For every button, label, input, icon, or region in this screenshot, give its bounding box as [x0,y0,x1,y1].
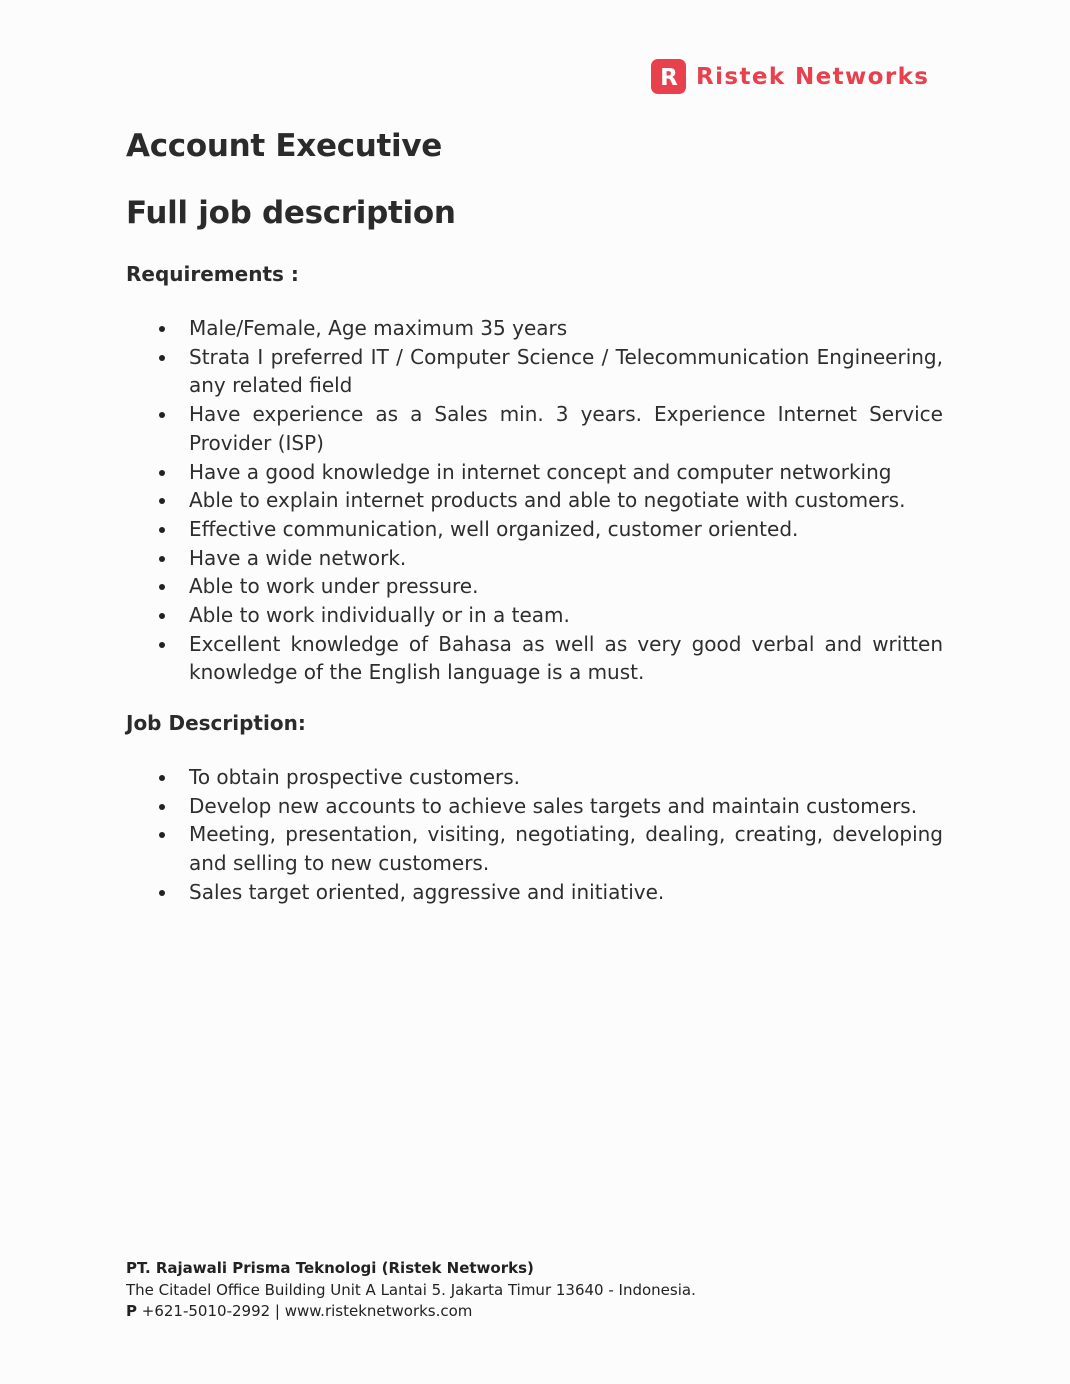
list-item: Excellent knowledge of Bahasa as well as very good verbal and written knowledge of the English language is a must. [158,630,943,687]
footer-address: The Citadel Office Building Unit A Lantai 5. Jakarta Timur 13640 - Indonesia. [126,1280,696,1299]
footer-company: PT. Rajawali Prisma Teknologi (Ristek Networks) [126,1259,534,1277]
bullet-icon [159,804,165,810]
list-item: Develop new accounts to achieve sales targets and maintain customers. [158,792,943,821]
list-item: Effective communication, well organized, customer oriented. [158,515,943,544]
bullet-icon [159,470,165,476]
brand-logo [651,59,929,94]
brand-name: Ristek Networks [696,63,930,90]
list-item: Able to explain internet products and able to negotiate with customers. [158,486,943,515]
bullet-icon [159,355,165,361]
bullet-icon [159,642,165,648]
requirements-list [158,314,943,687]
list-item: Have experience as a Sales min. 3 years. Experience Internet Service Provider (ISP) [158,400,943,457]
bullet-icon [159,326,165,332]
bullet-icon [159,556,165,562]
list-item: Have a wide network. [158,544,943,573]
list-item: Sales target oriented, aggressive and initiative. [158,878,943,907]
list-item: Strata I preferred IT / Computer Science / Telecommunication Engineering, any related field [158,343,943,400]
footer-phone-web: +621-5010-2992 | www.risteknetworks.com [141,1302,473,1320]
list-item: Meeting, presentation, visiting, negotiating, dealing, creating, developing and selling to new customers. [158,820,943,877]
logo-mark-icon [651,59,686,94]
section-title: Full job description [126,195,456,231]
svg-text:R: R [659,64,678,90]
bullet-icon [159,613,165,619]
list-item: Able to work individually or in a team. [158,601,943,630]
list-item: Have a good knowledge in internet concept and computer networking [158,458,943,487]
list-item: Able to work under pressure. [158,572,943,601]
list-item: To obtain prospective customers. [158,763,943,792]
requirements-heading: Requirements : [126,262,299,286]
job-description-heading: Job Description: [126,711,306,735]
list-item: Male/Female, Age maximum 35 years [158,314,943,343]
bullet-icon [159,832,165,838]
footer-contact [126,1301,696,1323]
bullet-icon [159,775,165,781]
bullet-icon [159,498,165,504]
bullet-icon [159,890,165,896]
job-description-list [158,763,943,907]
page-footer [126,1258,696,1323]
page-title: Account Executive [126,128,443,164]
bullet-icon [159,412,165,418]
bullet-icon [159,527,165,533]
phone-label: P [126,1302,137,1320]
bullet-icon [159,584,165,590]
